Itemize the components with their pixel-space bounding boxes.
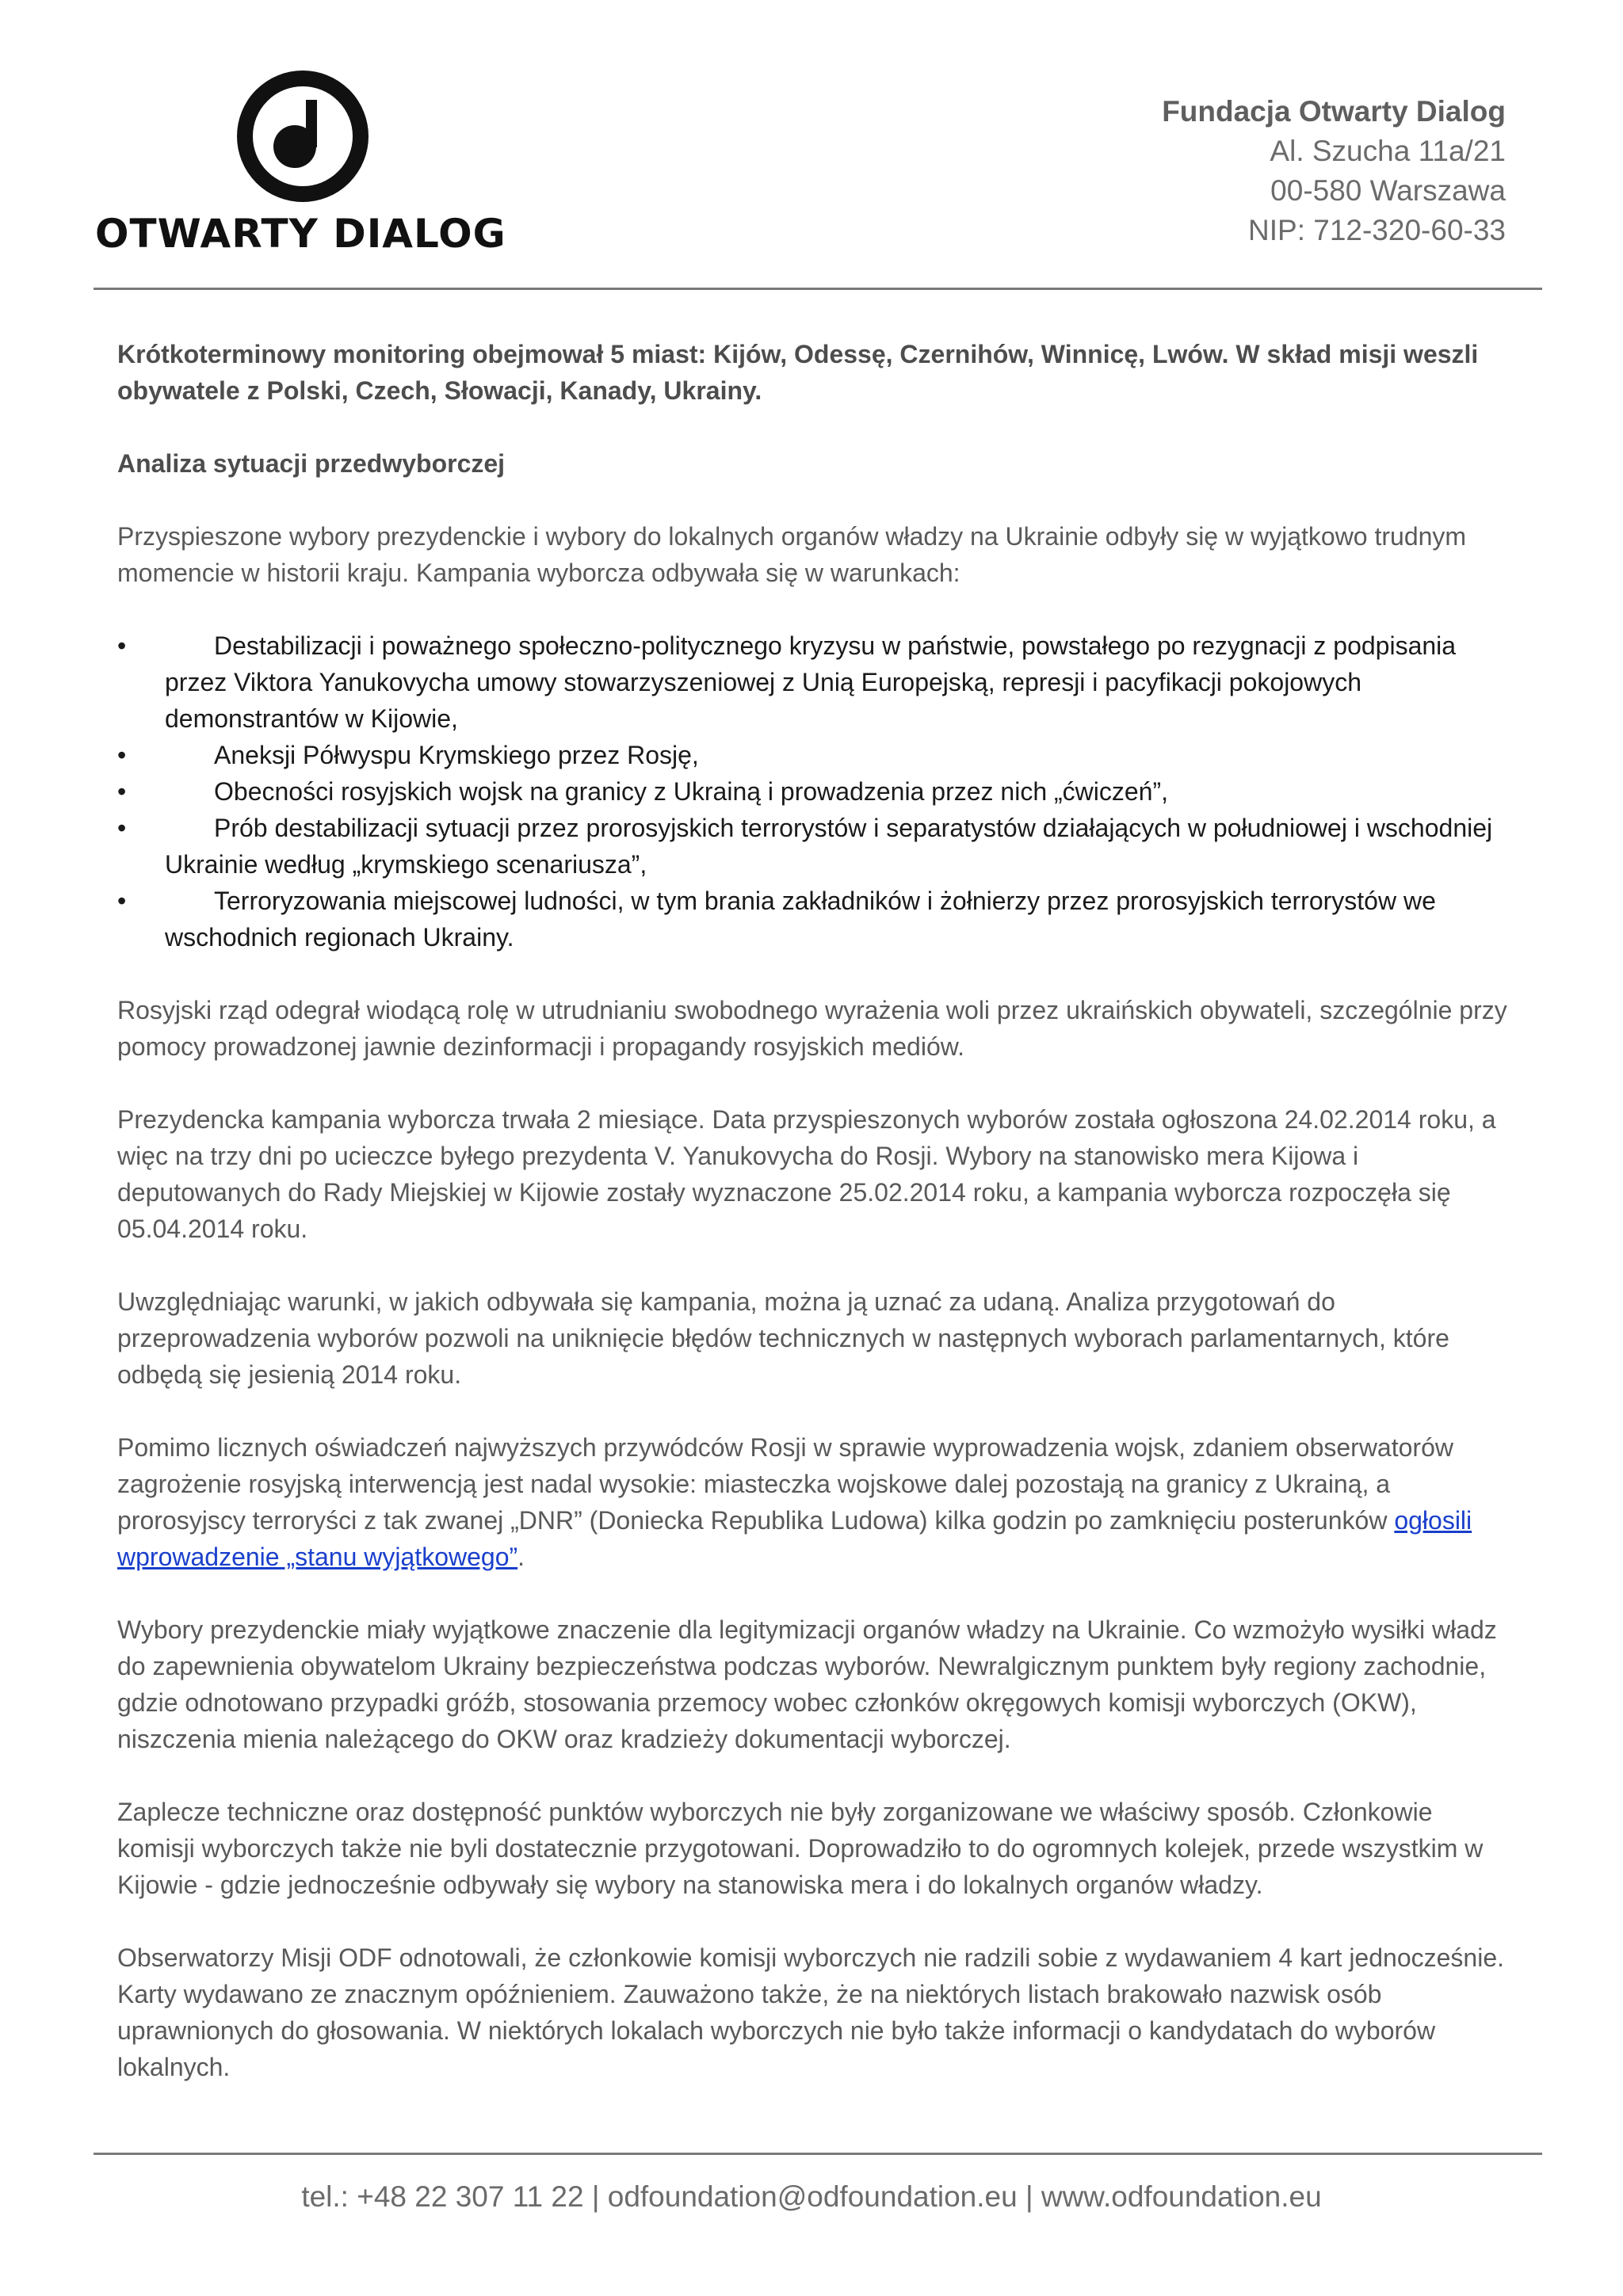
list-item xyxy=(117,627,1512,737)
address-city: 00-580 Warszawa xyxy=(1270,174,1506,207)
bullet-icon: • xyxy=(117,631,127,660)
state-of-emergency-link[interactable]: ogłosili wprowadzenie „stanu wyjątkowego” xyxy=(117,1506,1472,1571)
logo-wordmark: OTWARTY DIALOG xyxy=(95,211,506,257)
header-divider xyxy=(94,288,1542,290)
organization-name: Fundacja Otwarty Dialog xyxy=(1162,95,1506,128)
document-body xyxy=(117,336,1512,2122)
tax-id: NIP: 712-320-60-33 xyxy=(1248,214,1506,246)
footer-contact: tel.: +48 22 307 11 22 | odfoundation@odfoundation.eu | www.odfoundation.eu xyxy=(301,2180,1322,2213)
list-item-text: Obecności rosyjskich wojsk na granicy z Ukrainą i prowadzenia przez nich „ćwiczeń”, xyxy=(214,777,1169,806)
conditions-list xyxy=(117,627,1512,955)
paragraph-technical: Zaplecze techniczne oraz dostępność punktów wyborczych nie były zorganizowane we właściwy sposób. Członkowie komisji wyborczych także nie byli dostatecznie przygotowani. Doprowadziło to do ogromnych kolejek, przede wszystkim w Kijowie - gdzie jednocześnie odbywały się wybory na stanowiska mera i do lokalnych organów władzy. xyxy=(117,1798,1484,1899)
footer-divider xyxy=(94,2153,1542,2155)
paragraph-assessment: Uwzględniając warunki, w jakich odbywała się kampania, można ją uznać za udaną. Analiza przygotowań do przeprowadzenia wyborów pozwoli na uniknięcie błędów technicznych w następnych wyborach parlamentarnych, które odbędą się jesienią 2014 roku. xyxy=(117,1287,1449,1389)
address-street: Al. Szucha 11a/21 xyxy=(1270,135,1506,167)
list-item-text: Terroryzowania miejscowej ludności, w tym brania zakładników i żołnierzy przez prorosyjskich terrorystów we wschodnich regionach Ukrainy. xyxy=(165,887,1436,952)
lead-paragraph: Krótkoterminowy monitoring obejmował 5 miast: Kijów, Odessę, Czernihów, Winnicę, Lwów. W skład misji weszli obywatele z Polski, Czech, Słowacji, Kanady, Ukrainy. xyxy=(117,340,1479,405)
paragraph-text-end: . xyxy=(517,1543,525,1571)
paragraph-campaign-dates: Prezydencka kampania wyborcza trwała 2 miesiące. Data przyspieszonych wyborów została ogłoszona 24.02.2014 roku, a więc na trzy dni po ucieczce byłego prezydenta V. Yanukovycha do Rosji. Wybory na stanowisko mera Kijowa i deputowanych do Rady Miejskiej w Kijowie zostały wyznaczone 25.02.2014 roku, a kampania wyborcza rozpoczęła się 05.04.2014 roku. xyxy=(117,1105,1496,1243)
paragraph-intervention-threat xyxy=(117,1429,1512,1575)
list-item xyxy=(117,773,1512,810)
list-item-text: Aneksji Półwyspu Krymskiego przez Rosję, xyxy=(214,741,699,769)
organization-logo xyxy=(95,70,515,260)
logo-note-icon xyxy=(236,70,369,203)
bullet-icon: • xyxy=(117,777,127,806)
paragraph-text: Pomimo licznych oświadczeń najwyższych przywódców Rosji w sprawie wyprowadzenia wojsk, zdaniem obserwatorów zagrożenie rosyjską interwencją jest nadal wysokie: miasteczka wojskowe dalej pozostają na granicy z Ukrainą, a prorosyjscy terroryści z tak zwanej „DNR” (Doniecka Republika Ludowa) kilka godzin po zamknięciu posterunków xyxy=(117,1433,1453,1535)
intro-paragraph: Przyspieszone wybory prezydenckie i wybory do lokalnych organów władzy na Ukrainie odbyły się w wyjątkowo trudnym momencie w historii kraju. Kampania wyborcza odbywała się w warunkach: xyxy=(117,522,1467,587)
organization-address xyxy=(1162,92,1506,250)
section-heading: Analiza sytuacji przedwyborczej xyxy=(117,449,506,478)
bullet-icon: • xyxy=(117,814,127,842)
bullet-icon: • xyxy=(117,741,127,769)
paragraph-security: Wybory prezydenckie miały wyjątkowe znaczenie dla legitymizacji organów władzy na Ukrainie. Co wzmożyło wysiłki władz do zapewnienia obywatelom Ukrainy bezpieczeństwa podczas wyborów. Newralgicznym punktem były regiony zachodnie, gdzie odnotowano przypadki gróźb, stosowania przemocy wobec członków okręgowych komisji wyborczych (OKW), niszczenia mienia należącego do OKW oraz kradzieży dokumentacji wyborczej. xyxy=(117,1615,1497,1753)
list-item xyxy=(117,883,1512,955)
paragraph-russian-role: Rosyjski rząd odegrał wiodącą rolę w utrudnianiu swobodnego wyrażenia woli przez ukraińskich obywateli, szczególnie przy pomocy prowadzonej jawnie dezinformacji i propagandy rosyjskich mediów. xyxy=(117,996,1507,1061)
list-item xyxy=(117,737,1512,773)
list-item-text: Prób destabilizacji sytuacji przez prorosyjskich terrorystów i separatystów działających w południowej i wschodniej Ukrainie według „krymskiego scenariusza”, xyxy=(165,814,1493,879)
bullet-icon: • xyxy=(117,887,127,915)
list-item-text: Destabilizacji i poważnego społeczno-politycznego kryzysu w państwie, powstałego po rezygnacji z podpisania przez Viktora Yanukovycha umowy stowarzyszeniowej z Unią Europejską, represji i pacyfikacji pokojowych demonstrantów w Kijowie, xyxy=(165,631,1457,733)
paragraph-observers: Obserwatorzy Misji ODF odnotowali, że członkowie komisji wyborczych nie radzili sobie z wydawaniem 4 kart jednocześnie. Karty wydawano ze znacznym opóźnieniem. Zauważono także, że na niektórych listach brakowało nazwisk osób uprawnionych do głosowania. W niektórych lokalach wyborczych nie było także informacji o kandydatach do wyborów lokalnych. xyxy=(117,1943,1504,2081)
list-item xyxy=(117,810,1512,883)
